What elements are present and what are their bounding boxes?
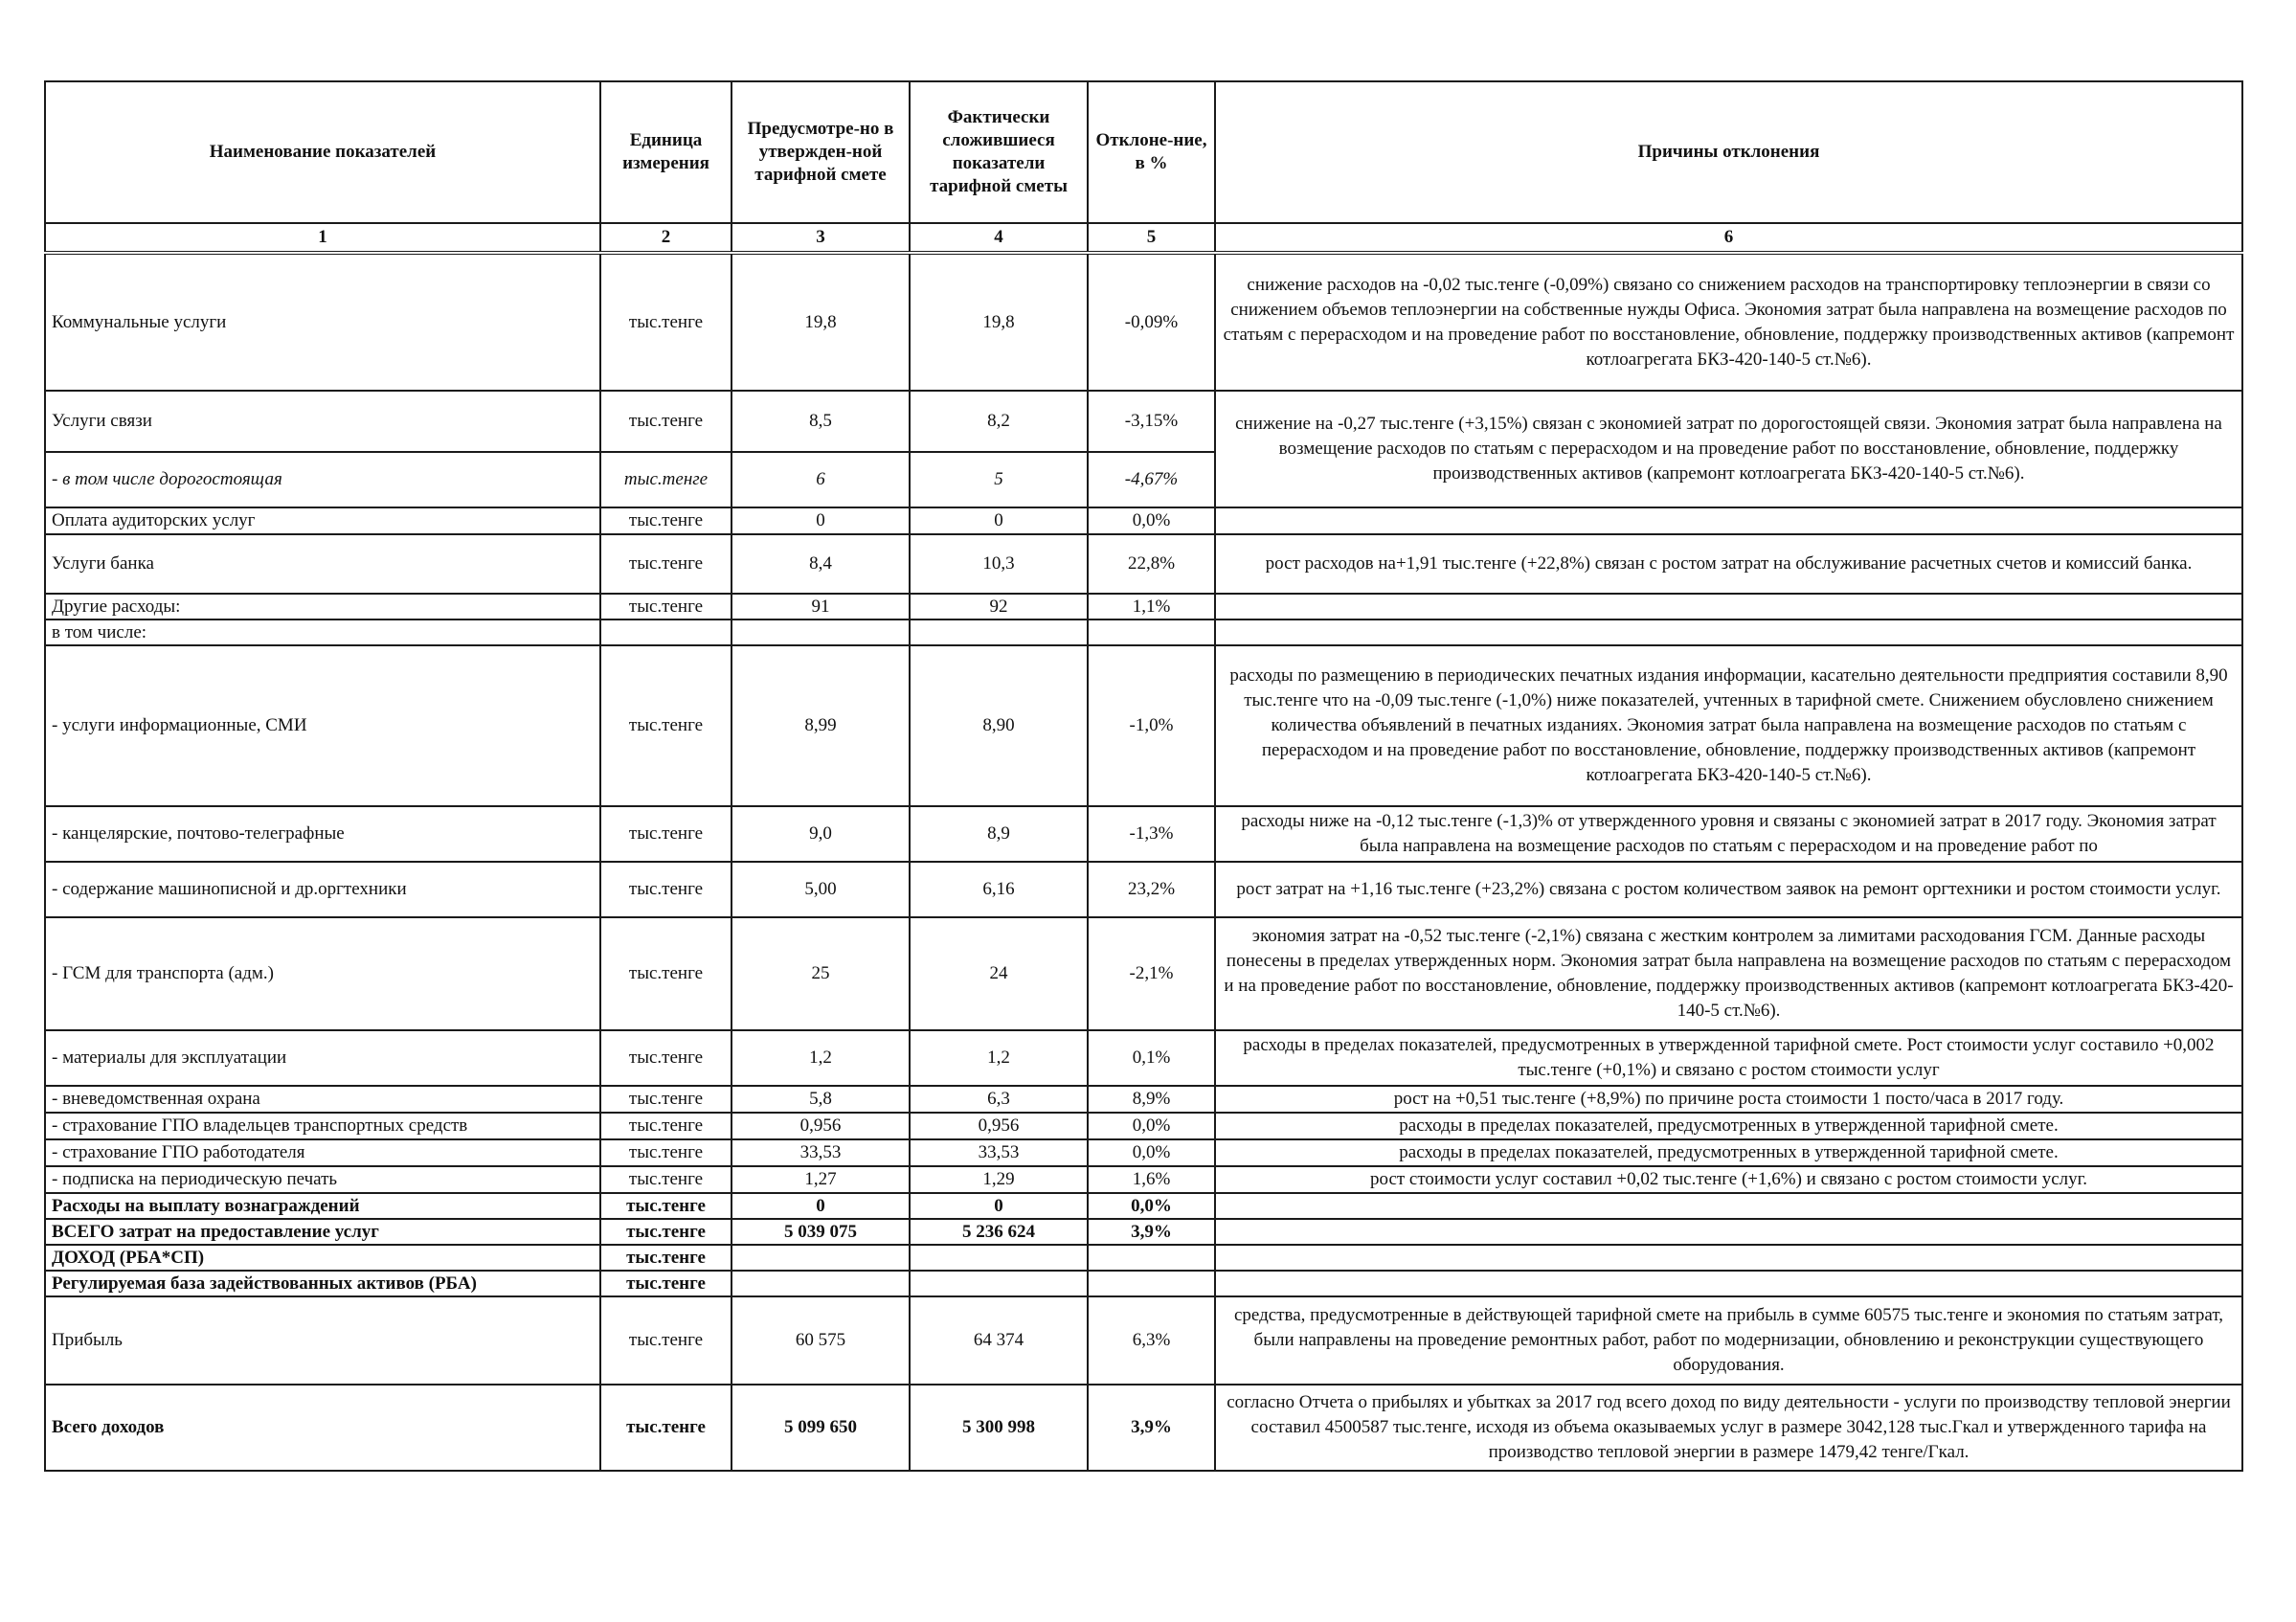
table-row: [45, 253, 2242, 391]
row-plan: 5,00: [732, 862, 910, 917]
table-row: [45, 645, 2242, 806]
col-number: 5: [1088, 223, 1215, 253]
row-fact: 6,3: [910, 1086, 1088, 1113]
row-reason: экономия затрат на -0,52 тыс.тенге (-2,1%) связана с жестким контролем за лимитами расходования ГСМ. Данные расходы понесены в пределах утвержденных норм. Экономия затрат была направлена на возмещение расходов по статьям с перерасходом и на проведение работ по восстановление, обновление, поддержку производственных активов (капремонт котлоагрегата БКЗ-420-140-5 ст.№6).: [1215, 917, 2242, 1030]
row-name: Всего доходов: [45, 1385, 600, 1471]
row-name: - страхование ГПО работодателя: [45, 1139, 600, 1166]
row-plan: 0: [732, 507, 910, 534]
row-plan: 9,0: [732, 806, 910, 862]
row-fact: 5: [910, 452, 1088, 507]
row-plan: 0,956: [732, 1113, 910, 1139]
row-fact: 10,3: [910, 534, 1088, 594]
tariff-deviation-table: [44, 80, 2243, 1472]
row-deviation: 8,9%: [1088, 1086, 1215, 1113]
row-fact: 5 236 624: [910, 1219, 1088, 1245]
row-fact: 92: [910, 594, 1088, 620]
row-plan: [732, 1271, 910, 1296]
table-row: [45, 594, 2242, 620]
column-number-row: [45, 223, 2242, 253]
row-plan: [732, 1245, 910, 1271]
row-name: Прибыль: [45, 1296, 600, 1385]
row-name: Расходы на выплату вознаграждений: [45, 1193, 600, 1219]
row-deviation: 0,0%: [1088, 1139, 1215, 1166]
row-unit: [600, 620, 732, 645]
row-name: - страхование ГПО владельцев транспортных средств: [45, 1113, 600, 1139]
row-reason: [1215, 1271, 2242, 1296]
row-plan: 6: [732, 452, 910, 507]
row-deviation: [1088, 1245, 1215, 1271]
row-plan: 91: [732, 594, 910, 620]
row-deviation: 3,9%: [1088, 1385, 1215, 1471]
row-deviation: 23,2%: [1088, 862, 1215, 917]
header-reasons: Причины отклонения: [1215, 81, 2242, 223]
row-reason: [1215, 507, 2242, 534]
row-fact: 24: [910, 917, 1088, 1030]
row-reason: [1215, 1219, 2242, 1245]
row-deviation: 22,8%: [1088, 534, 1215, 594]
row-reason: рост расходов на+1,91 тыс.тенге (+22,8%) связан с ростом затрат на обслуживание расчетных счетов и комиссий банка.: [1215, 534, 2242, 594]
header-deviation: Отклоне-ние, в %: [1088, 81, 1215, 223]
row-plan: 8,99: [732, 645, 910, 806]
row-unit: тыс.тенге: [600, 534, 732, 594]
row-deviation: -3,15%: [1088, 391, 1215, 452]
table-row: [45, 1296, 2242, 1385]
row-plan: 5,8: [732, 1086, 910, 1113]
row-name: Услуги связи: [45, 391, 600, 452]
row-reason: согласно Отчета о прибылях и убытках за 2017 год всего доход по виду деятельности - услуги по производству тепловой энергии составил 4500587 тыс.тенге, исходя из объема оказываемых услуг в размере 3042,128 тыс.Гкал и утвержденного тарифа на производство тепловой энергии в размере 1479,42 тенге/Гкал.: [1215, 1385, 2242, 1471]
row-reason: [1215, 1193, 2242, 1219]
row-unit: тыс.тенге: [600, 1193, 732, 1219]
row-unit: тыс.тенге: [600, 1296, 732, 1385]
row-deviation: 0,0%: [1088, 1113, 1215, 1139]
header-indicator-name: Наименование показателей: [45, 81, 600, 223]
row-deviation: 0,0%: [1088, 1193, 1215, 1219]
row-plan: 60 575: [732, 1296, 910, 1385]
row-unit: тыс.тенге: [600, 806, 732, 862]
row-fact: 8,2: [910, 391, 1088, 452]
row-unit: тыс.тенге: [600, 507, 732, 534]
table-row: [45, 1219, 2242, 1245]
table-row: [45, 391, 2242, 452]
row-deviation: 1,6%: [1088, 1166, 1215, 1193]
col-number: 1: [45, 223, 600, 253]
row-unit: тыс.тенге: [600, 1113, 732, 1139]
row-name: Оплата аудиторских услуг: [45, 507, 600, 534]
col-number: 3: [732, 223, 910, 253]
table-row: [45, 1113, 2242, 1139]
table-row: [45, 1166, 2242, 1193]
row-reason: снижение на -0,27 тыс.тенге (+3,15%) связан с экономией затрат по дорогостоящей связи. Экономия затрат была направлена на возмещение расходов по статьям с перерасходом и на проведение работ по восстановление, обновление, поддержку производственных активов (капремонт котлоагрегата БКЗ-420-140-5 ст.№6).: [1215, 391, 2242, 507]
row-unit: тыс.тенге: [600, 1271, 732, 1296]
row-reason: расходы в пределах показателей, предусмотренных в утвержденной тарифной смете.: [1215, 1139, 2242, 1166]
row-reason: расходы по размещению в периодических печатных издания информации, касательно деятельности предприятия составили 8,90 тыс.тенге что на -0,09 тыс.тенге (-1,0%) ниже показателей, учтенных в тарифной смете. Снижением обусловлено снижением количества объявлений в печатных изданиях. Экономия затрат была направлена на возмещение расходов по статьям с перерасходом и на проведение работ по восстановление, обновление, поддержку производственных активов (капремонт котлоагрегата БКЗ-420-140-5 ст.№6).: [1215, 645, 2242, 806]
table-row: [45, 1193, 2242, 1219]
row-name: - материалы для эксплуатации: [45, 1030, 600, 1086]
row-unit: тыс.тенге: [600, 1245, 732, 1271]
row-plan: 1,2: [732, 1030, 910, 1086]
header-planned: Предусмотре-но в утвержден-ной тарифной смете: [732, 81, 910, 223]
table-row: [45, 1139, 2242, 1166]
row-unit: тыс.тенге: [600, 917, 732, 1030]
row-fact: 5 300 998: [910, 1385, 1088, 1471]
row-fact: 6,16: [910, 862, 1088, 917]
row-unit: тыс.тенге: [600, 594, 732, 620]
row-unit: тыс.тенге: [600, 862, 732, 917]
row-unit: тыс.тенге: [600, 1086, 732, 1113]
row-unit: тыс.тенге: [600, 1139, 732, 1166]
row-plan: 19,8: [732, 253, 910, 391]
row-fact: 8,90: [910, 645, 1088, 806]
row-plan: 33,53: [732, 1139, 910, 1166]
header-row: [45, 81, 2242, 223]
table-row: [45, 534, 2242, 594]
row-unit: тыс.тенге: [600, 1219, 732, 1245]
table-row: [45, 620, 2242, 645]
row-fact: [910, 620, 1088, 645]
table-row: [45, 1271, 2242, 1296]
table-row: [45, 862, 2242, 917]
row-reason: расходы ниже на -0,12 тыс.тенге (-1,3)% от утвержденного уровня и связаны с экономией затрат в 2017 году. Экономия затрат была направлена на возмещение расходов по статьям с перерасходом и на проведение работ по: [1215, 806, 2242, 862]
table-row: [45, 1086, 2242, 1113]
row-name: - услуги информационные, СМИ: [45, 645, 600, 806]
row-deviation: [1088, 620, 1215, 645]
row-unit: тыс.тенге: [600, 645, 732, 806]
row-deviation: 0,0%: [1088, 507, 1215, 534]
row-deviation: -4,67%: [1088, 452, 1215, 507]
row-plan: 5 099 650: [732, 1385, 910, 1471]
report-sheet: [44, 80, 2241, 1472]
row-reason: [1215, 1245, 2242, 1271]
row-name: - в том числе дорогостоящая: [45, 452, 600, 507]
col-number: 6: [1215, 223, 2242, 253]
row-plan: 5 039 075: [732, 1219, 910, 1245]
row-name: Услуги банка: [45, 534, 600, 594]
row-reason: средства, предусмотренные в действующей тарифной смете на прибыль в сумме 60575 тыс.тенге и экономия по статьям затрат, были направлены на проведение ремонтных работ, работ по модернизации, обновлению и реконструкции существующего оборудования.: [1215, 1296, 2242, 1385]
row-name: - ГСМ для транспорта (адм.): [45, 917, 600, 1030]
row-reason: снижение расходов на -0,02 тыс.тенге (-0,09%) связано со снижением расходов на транспортировку теплоэнергии в связи со снижением объемов теплоэнергии на собственные нужды Офиса. Экономия затрат была направлена на возмещение расходов по статьям с перерасходом и на проведение работ по восстановление, обновление, поддержку производственных активов (капремонт котлоагрегата БКЗ-420-140-5 ст.№6).: [1215, 253, 2242, 391]
table-row: [45, 1030, 2242, 1086]
row-reason: расходы в пределах показателей, предусмотренных в утвержденной тарифной смете.: [1215, 1113, 2242, 1139]
row-reason: рост на +0,51 тыс.тенге (+8,9%) по причине роста стоимости 1 посто/часа в 2017 году.: [1215, 1086, 2242, 1113]
row-unit: тыс.тенге: [600, 452, 732, 507]
table-row: [45, 1245, 2242, 1271]
row-fact: 1,2: [910, 1030, 1088, 1086]
row-name: ДОХОД (РБА*СП): [45, 1245, 600, 1271]
col-number: 2: [600, 223, 732, 253]
row-unit: тыс.тенге: [600, 253, 732, 391]
row-name: Регулируемая база задействованных активов (РБА): [45, 1271, 600, 1296]
row-name: ВСЕГО затрат на предоставление услуг: [45, 1219, 600, 1245]
row-reason: [1215, 620, 2242, 645]
row-fact: 19,8: [910, 253, 1088, 391]
row-fact: 1,29: [910, 1166, 1088, 1193]
row-unit: тыс.тенге: [600, 1385, 732, 1471]
row-plan: 25: [732, 917, 910, 1030]
row-reason: рост стоимости услуг составил +0,02 тыс.тенге (+1,6%) и связано с ростом стоимости услуг.: [1215, 1166, 2242, 1193]
row-name: Коммунальные услуги: [45, 253, 600, 391]
row-deviation: 3,9%: [1088, 1219, 1215, 1245]
row-unit: тыс.тенге: [600, 1030, 732, 1086]
col-number: 4: [910, 223, 1088, 253]
row-fact: 8,9: [910, 806, 1088, 862]
row-deviation: 0,1%: [1088, 1030, 1215, 1086]
row-fact: 33,53: [910, 1139, 1088, 1166]
row-reason: [1215, 594, 2242, 620]
row-fact: 64 374: [910, 1296, 1088, 1385]
row-fact: [910, 1245, 1088, 1271]
row-plan: [732, 620, 910, 645]
row-deviation: -1,3%: [1088, 806, 1215, 862]
row-deviation: -0,09%: [1088, 253, 1215, 391]
row-name: - вневедомственная охрана: [45, 1086, 600, 1113]
table-row: [45, 1385, 2242, 1471]
table-row: [45, 917, 2242, 1030]
row-fact: 0: [910, 1193, 1088, 1219]
row-deviation: -1,0%: [1088, 645, 1215, 806]
header-actual: Фактически сложившиеся показатели тарифной сметы: [910, 81, 1088, 223]
row-plan: 8,5: [732, 391, 910, 452]
row-name: - подписка на периодическую печать: [45, 1166, 600, 1193]
row-plan: 8,4: [732, 534, 910, 594]
row-deviation: [1088, 1271, 1215, 1296]
row-fact: 0,956: [910, 1113, 1088, 1139]
row-unit: тыс.тенге: [600, 1166, 732, 1193]
table-row: [45, 507, 2242, 534]
row-plan: 1,27: [732, 1166, 910, 1193]
row-deviation: 6,3%: [1088, 1296, 1215, 1385]
row-fact: 0: [910, 507, 1088, 534]
row-deviation: 1,1%: [1088, 594, 1215, 620]
row-deviation: -2,1%: [1088, 917, 1215, 1030]
row-unit: тыс.тенге: [600, 391, 732, 452]
row-name: - канцелярские, почтово-телеграфные: [45, 806, 600, 862]
header-unit: Единица измерения: [600, 81, 732, 223]
row-plan: 0: [732, 1193, 910, 1219]
row-reason: расходы в пределах показателей, предусмотренных в утвержденной тарифной смете. Рост стоимости услуг составило +0,002 тыс.тенге (+0,1%) и связано с ростом стоимости услуг: [1215, 1030, 2242, 1086]
row-reason: рост затрат на +1,16 тыс.тенге (+23,2%) связана с ростом количеством заявок на ремонт оргтехники и ростом стоимости услуг.: [1215, 862, 2242, 917]
row-fact: [910, 1271, 1088, 1296]
table-row: [45, 806, 2242, 862]
row-name: - содержание машинописной и др.оргтехники: [45, 862, 600, 917]
row-name: Другие расходы:: [45, 594, 600, 620]
row-name: в том числе:: [45, 620, 600, 645]
